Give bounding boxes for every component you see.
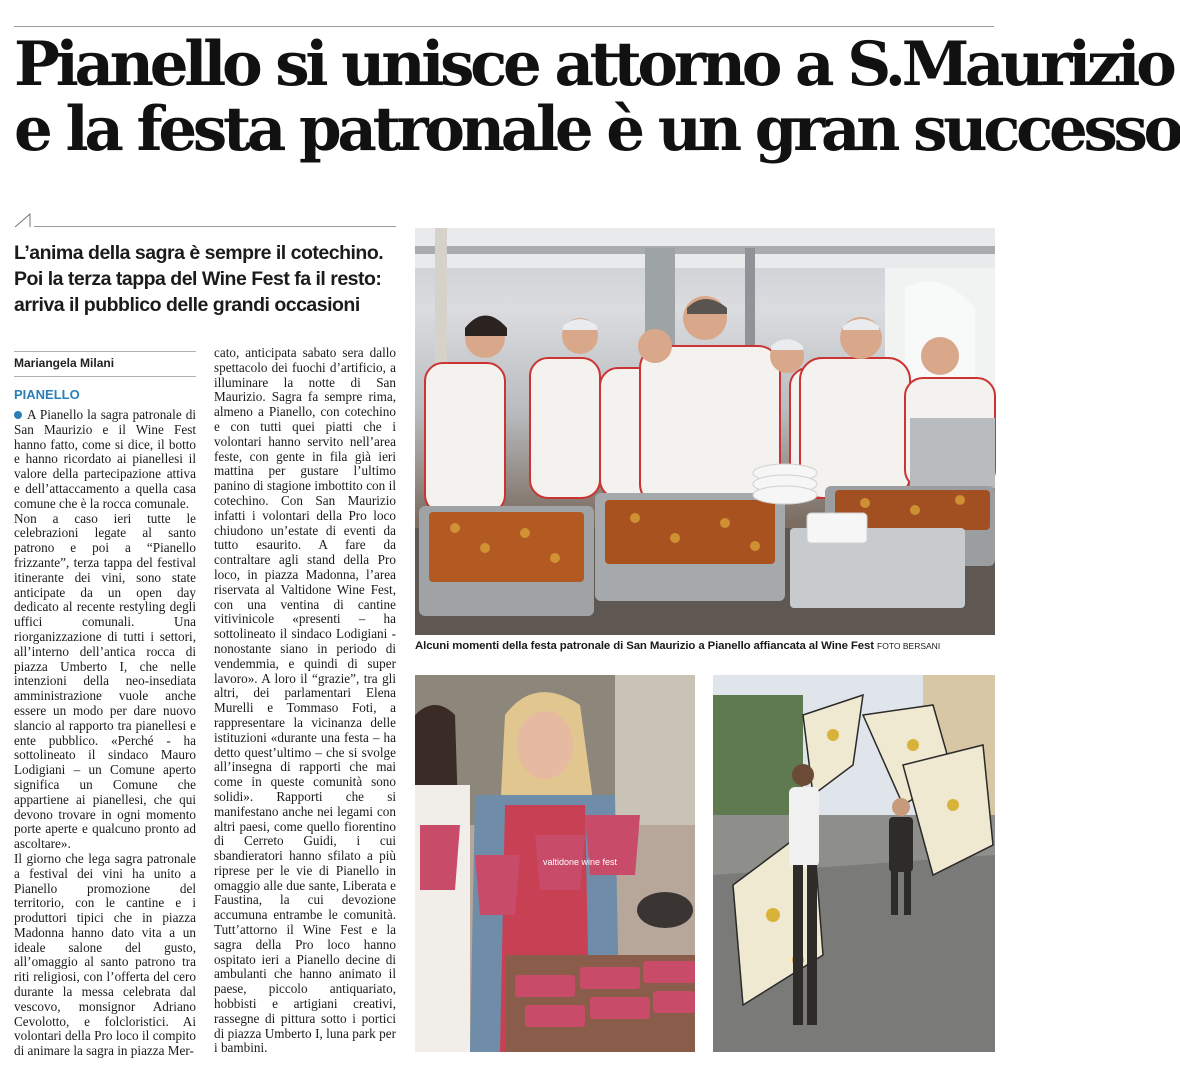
photo-credit: FOTO BERSANI: [877, 641, 941, 651]
kicker-rule: [34, 226, 396, 227]
kicker-mark-icon: [14, 212, 36, 228]
subheadline-line-2: Poi la terza tappa del Wine Fest fa il resto:: [14, 268, 382, 290]
volunteers-kitchen-illustration: [415, 228, 995, 635]
subheadline-line-3: arriva il pubblico delle grandi occasioni: [14, 294, 360, 316]
subheadline: [14, 240, 404, 318]
subheadline-line-1: L’anima della sagra è sempre il cotechino.: [14, 242, 384, 264]
photo-flag-wavers: [713, 675, 995, 1052]
bullet-icon: [14, 411, 22, 419]
wine-fest-bags-illustration: [415, 675, 695, 1052]
paragraph: [14, 408, 196, 512]
byline-rule-top: [14, 351, 196, 352]
photo-caption: [415, 640, 995, 652]
paragraph: Il giorno che lega sagra patronale a festival dei vini ha unito a Pianello promozione del territorio, con le cantine e i produttori tipici che in piazza Madonna hanno dato vita a un ideale salone del gusto, all’omaggio al santo patrono tra riti religiosi, con l’offerta del cero durante la messa celebrata dal vescovo, monsignor Adriano Cevolotto, e folcloristici. Ai volontari della Pro loco il compito di animare la sagra in piazza Mer-: [14, 850, 196, 1059]
paragraph: Non a caso ieri tutte le celebrazioni legate al santo patrono e poi a “Pianello frizzante”, terza tappa del festival itinerante dei vini, sono state anticipate da un open day dedicato al recente restyling degli uffici comunali. Una riorganizzazione di tutti i settori, all’interno dell’antica rocca di piazza Umberto I, che nelle intenzioni della neo-insediata amministrazione vuole anche essere un modo per dare nuovo slancio al rapporto tra pianellesi e ente pubblico. «Perché - ha sottolineato il sindaco Mauro Lodigiani – un Comune aperto significa un Comune che appartiene ai pianellesi, che qui devono trovare in ogni momento porte aperte e qualcuno pronto ad ascoltare».: [14, 510, 196, 852]
article-column-1: [14, 408, 196, 1060]
paragraph-text: A Pianello la sagra patronale di San Maurizio e il Wine Fest hanno fatto, come si dice, il botto e hanno ricordato ai pianellesi il valore della partecipazione attiva e dell’attaccamento a quella casa comune che è la rocca comunale.: [14, 407, 196, 511]
headline: [14, 29, 1180, 165]
author-byline: Mariangela Milani: [14, 356, 115, 370]
caption-text: Alcuni momenti della festa patronale di San Maurizio a Pianello affiancata al Wine Fest: [415, 640, 874, 652]
paragraph: cato, anticipata sabato sera dallo spettacolo dei fuochi d’artificio, a illuminare la notte di San Maurizio. Sagra fa sempre rima, almeno a Pianello, con cotechino e con tutti quei piatti che i volontari hanno servito nell’area feste, con gente in fila già ieri mattina per gustare l’ultimo panino di stagione imbottito con il cotechino. Con San Maurizio infatti i volontari della Pro loco chiudono un’estate di eventi da tutto esaurito. A fare da contraltare agli stand della Pro loco, in piazza Madonna, l’area riservata al Valtidone Wine Fest, con una ventina di cantine vitivinicole «presenti – ha sottolineato il sindaco Lodigiani - nonostante siano in periodo di vendemmia, e quindi di super lavoro». A loro il “grazie”, tra gli altri, dei parlamentari Elena Murelli e Tommaso Foti, a rappresentare la vicinanza delle istituzioni «durante una festa – ha detto quest’ultimo – che si svolge all’insegna di rapporti che mai come in queste comunità sono solidi». Rapporti che si manifestano anche nei legami con altri paesi, come quello fiorentino di Cerreto Guidi, i cui sbandieratori hanno sfilato a più riprese per le vie di Pianello in omaggio alle due sante, Liberata e Faustina, la cui devozione accumuna entrambe le comunità. Tutt’attorno il Wine Fest e la sagra della Pro loco hanno ospitato ieri a Pianello decine di ambulanti che hanno animato il paese, piccolo antiquariato, hobbisti e artigiani creativi, rassegne di pittura sotto i portici di piazza Umberto I, luna park per i bambini.: [214, 345, 396, 1056]
photo-volunteers-kitchen: [415, 228, 995, 635]
headline-line-2: e la festa patronale è un gran successo: [14, 94, 1180, 165]
photo-wine-fest-bags: [415, 675, 695, 1052]
top-rule: [14, 26, 994, 27]
dateline-place: PIANELLO: [14, 387, 80, 402]
bag-print-text: valtidone wine fest: [543, 857, 618, 867]
article-column-2: [214, 346, 396, 1060]
headline-line-1: Pianello si unisce attorno a S.Maurizio: [14, 29, 1173, 100]
flag-wavers-illustration: [713, 675, 995, 1052]
byline-rule-bottom: [14, 376, 196, 377]
